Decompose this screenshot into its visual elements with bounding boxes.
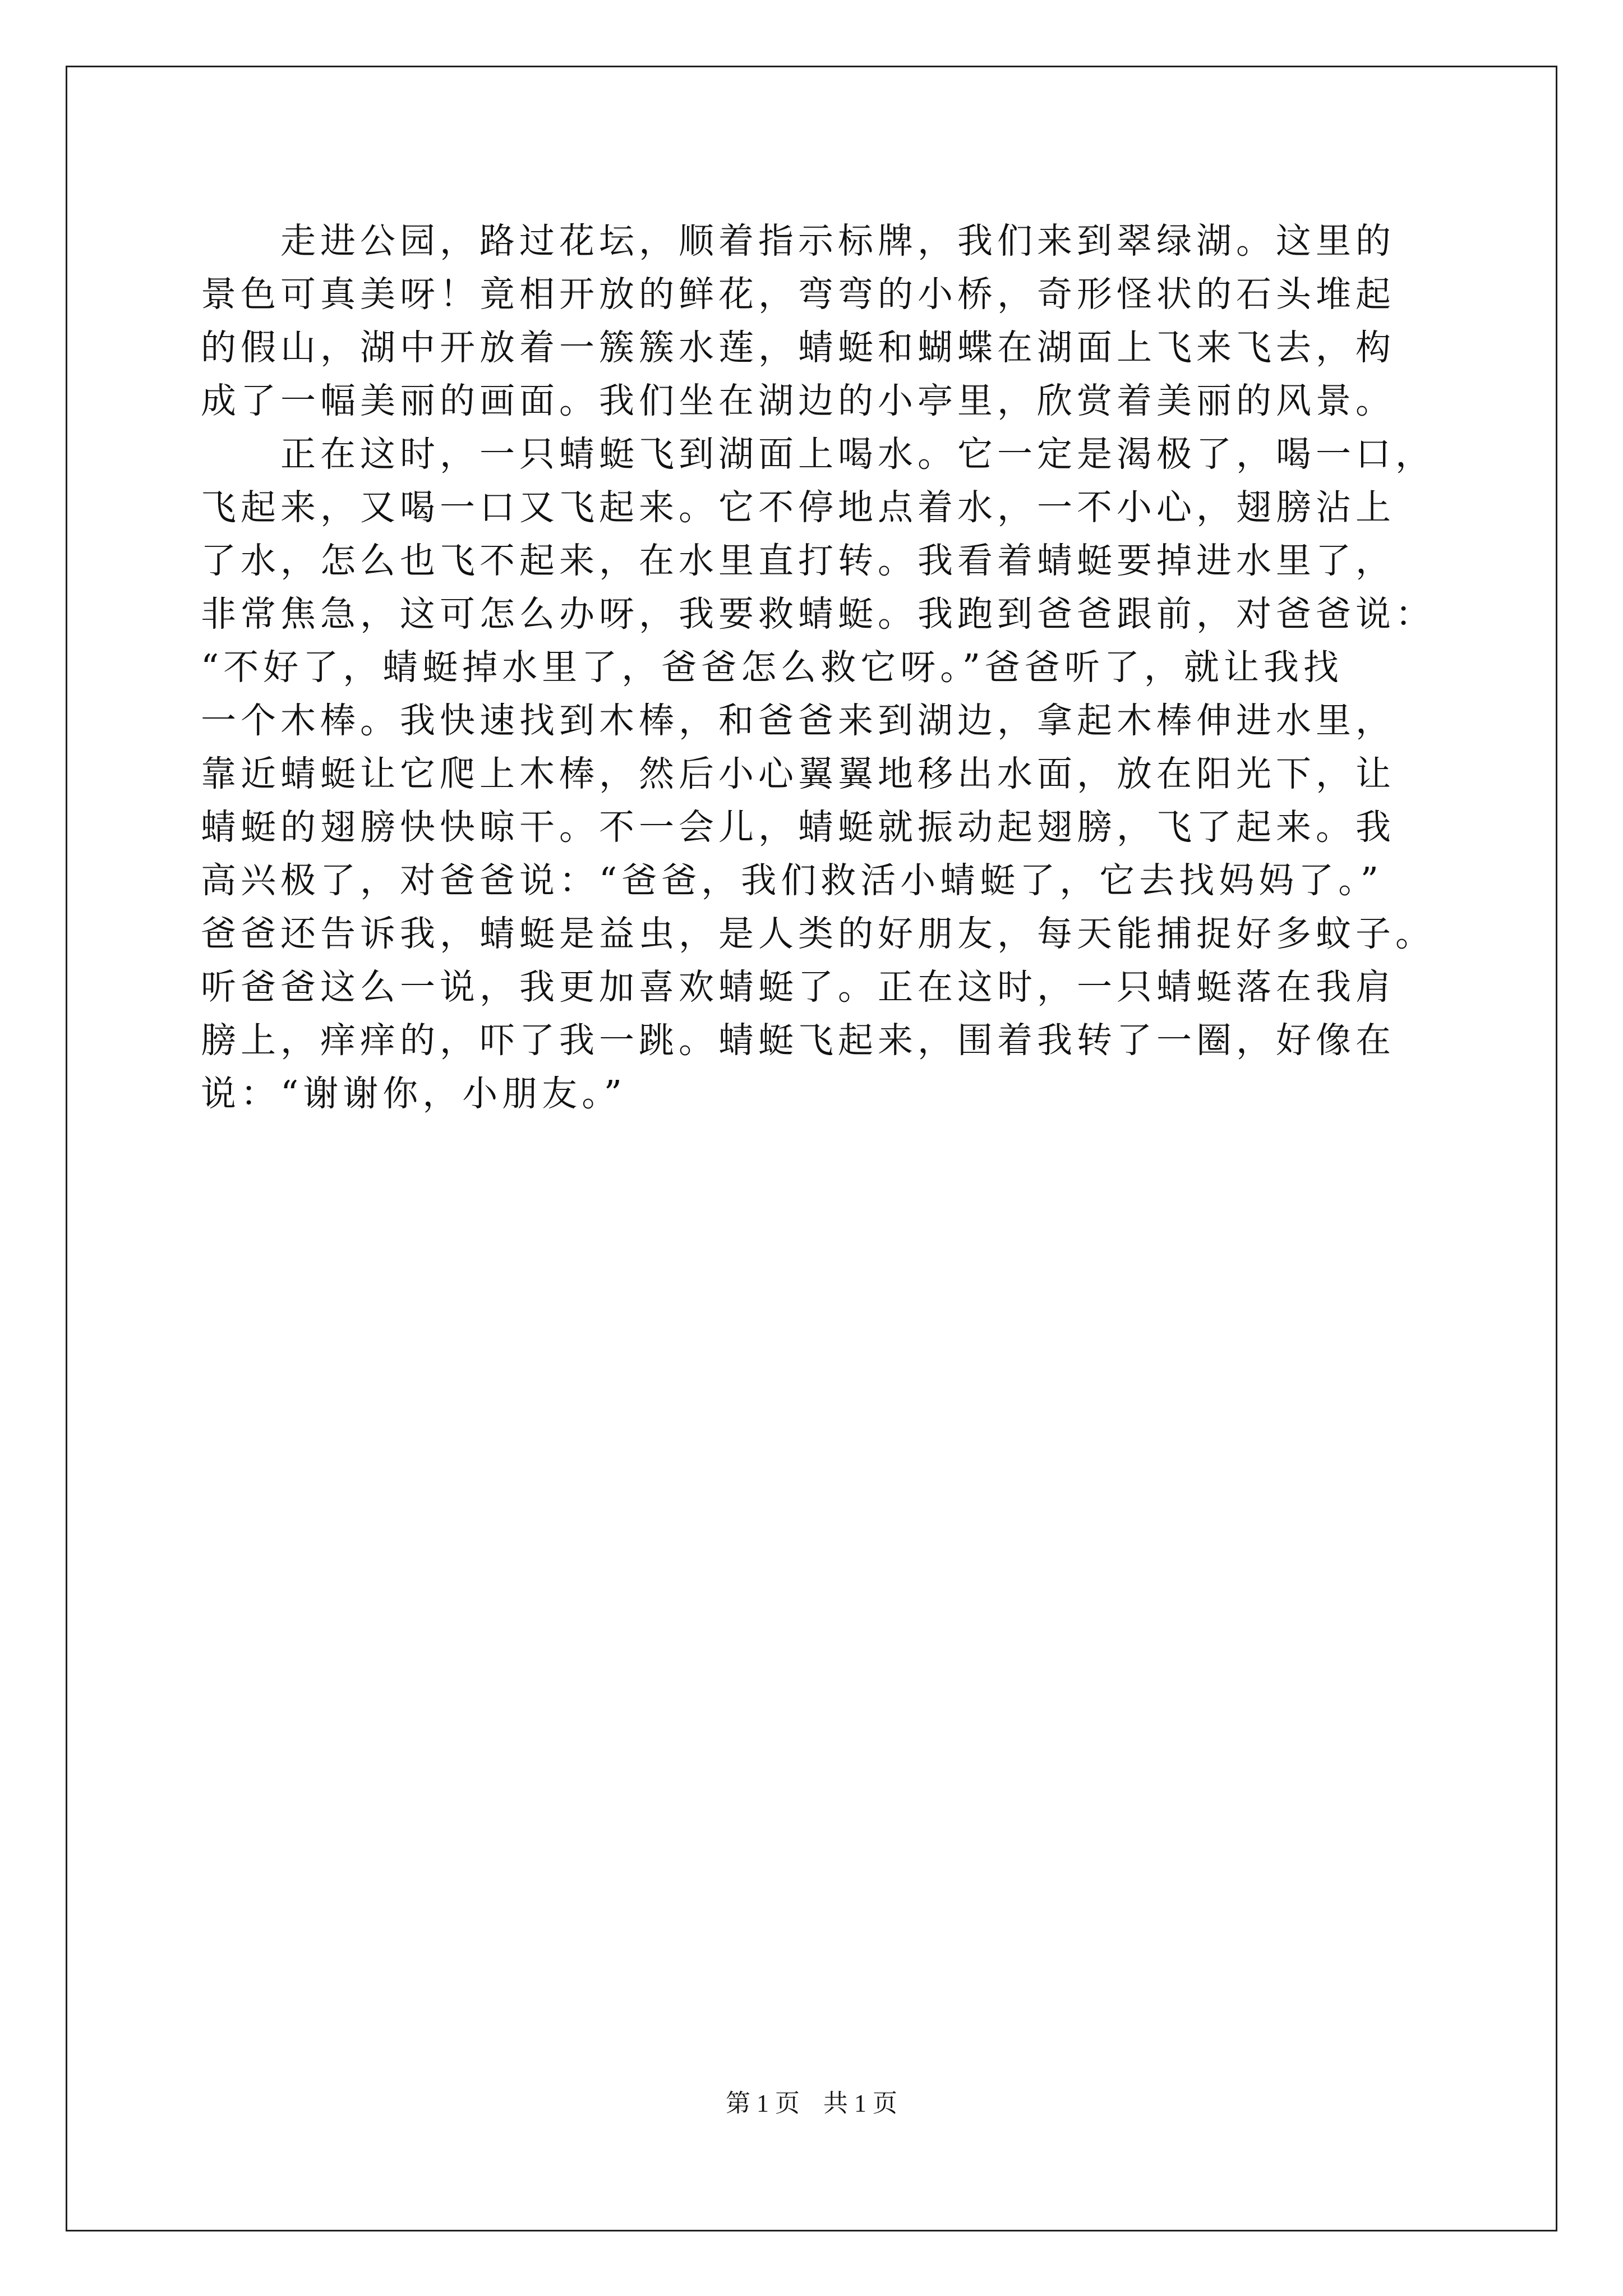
text-line: 靠近蜻蜓让它爬上木棒，然后小心翼翼地移出水面，放在阳光下，让	[201, 753, 1395, 794]
text-line: 的假山，湖中开放着一簇簇水莲，蜻蜓和蝴蝶在湖面上飞来飞去，构	[201, 327, 1395, 368]
text-line: 听爸爸这么一说，我更加喜欢蜻蜓了。正在这时，一只蜻蜓落在我肩	[201, 967, 1395, 1007]
page-footer	[0, 2087, 1623, 2120]
text-line: 膀上，痒痒的，吓了我一跳。蜻蜓飞起来，围着我转了一圈，好像在	[201, 1020, 1395, 1061]
text-line: 成了一幅美丽的画面。我们坐在湖边的小亭里，欣赏着美丽的风景。	[201, 380, 1395, 421]
text-line: 了水，怎么也飞不起来，在水里直打转。我看着蜻蜓要掉进水里了，	[201, 540, 1395, 581]
page-number: 第 1 页	[726, 2090, 800, 2117]
text-line: 高兴极了，对爸爸说：“爸爸，我们救活小蜻蜓了，它去找妈妈了。”	[201, 860, 1383, 901]
text-line: “不好了，蜻蜓掉水里了，爸爸怎么救它呀。”爸爸听了，就让我找	[201, 647, 1343, 688]
text-line: 正在这时，一只蜻蜓飞到湖面上喝水。它一定是渴极了，喝一口，	[201, 434, 1435, 475]
text-line: 走进公园，路过花坛，顺着指示标牌，我们来到翠绿湖。这里的	[201, 220, 1395, 261]
text-line: 一个木棒。我快速找到木棒，和爸爸来到湖边，拿起木棒伸进水里，	[201, 700, 1395, 741]
text-line: 蜻蜓的翅膀快快晾干。不一会儿，蜻蜓就振动起翅膀，飞了起来。我	[201, 807, 1395, 848]
text-line: 爸爸还告诉我，蜻蜓是益虫，是人类的好朋友，每天能捕捉好多蚊子。	[201, 913, 1435, 954]
text-line: 景色可真美呀！竟相开放的鲜花，弯弯的小桥，奇形怪状的石头堆起	[201, 274, 1395, 315]
page-total: 共 1 页	[823, 2090, 897, 2117]
text-line: 飞起来，又喝一口又飞起来。它不停地点着水，一不小心，翅膀沾上	[201, 487, 1395, 528]
text-line: 非常焦急，这可怎么办呀，我要救蜻蜓。我跑到爸爸跟前，对爸爸说：	[201, 593, 1435, 634]
text-line: 说：“谢谢你，小朋友。”	[201, 1073, 626, 1114]
